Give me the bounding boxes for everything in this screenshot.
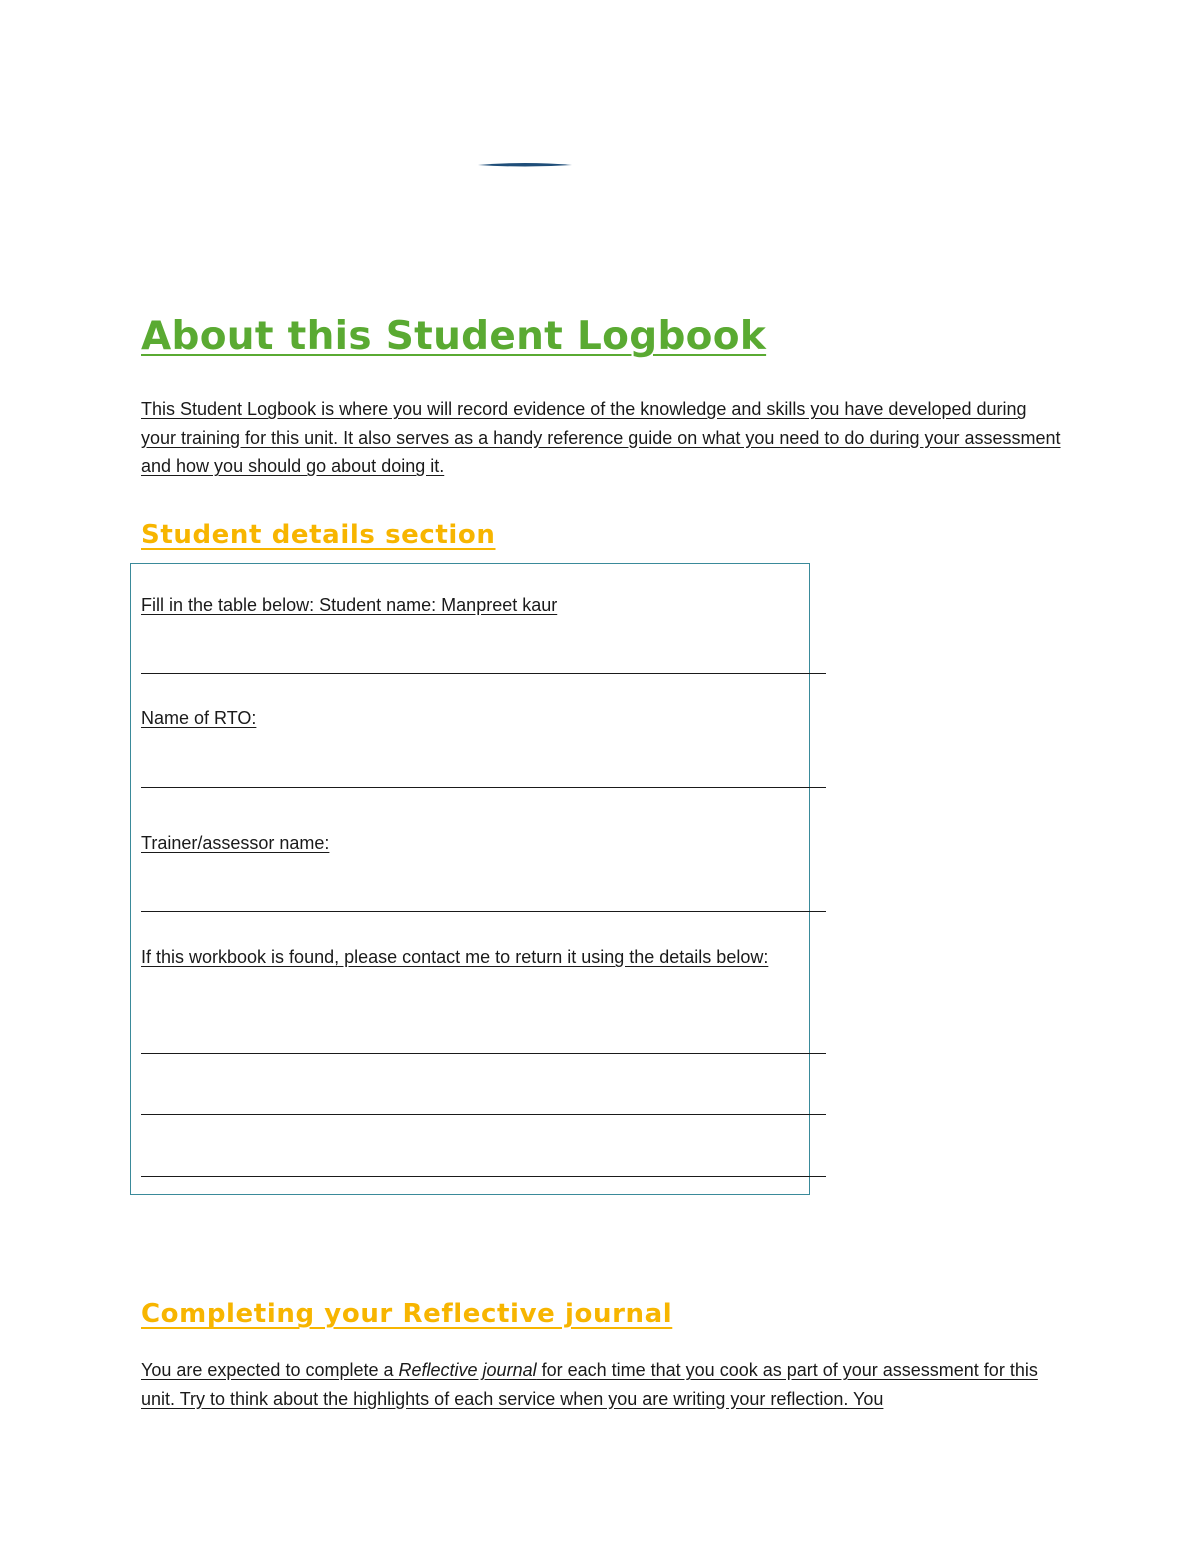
student-name-label: Fill in the table below: Student name: Manpreet kaur [141,595,558,615]
reflective-journal-paragraph: You are expected to complete a Reflective journal for each time that you cook as part of your assessment for this unit. Try to think about the highlights of each service when you are writing your reflection. You [141,1360,1038,1409]
rto-name-label: Name of RTO: [141,708,257,728]
student-name-line[interactable] [141,673,826,674]
trainer-name-line[interactable] [141,911,826,912]
reflective-journal-heading: Completing your Reflective journal [141,1299,673,1329]
page-title: About this Student Logbook [141,314,767,359]
trainer-name-label: Trainer/assessor name: [141,833,330,853]
student-details-heading: Student details section [141,520,496,550]
contact-line-2[interactable] [141,1114,826,1115]
rto-name-line[interactable] [141,787,826,788]
contact-line-3[interactable] [141,1176,826,1177]
return-contact-label: If this workbook is found, please contact me to return it using the details below: [141,947,769,967]
contact-line-1[interactable] [141,1053,826,1054]
logo-mark [478,162,572,168]
student-details-box [130,563,810,1195]
intro-paragraph: This Student Logbook is where you will record evidence of the knowledge and skills you have developed during your training for this unit. It also serves as a handy reference guide on what you need to do during your assessment and how you should go about doing it. [141,399,1061,476]
reflective-journal-term: Reflective journal [398,1360,537,1380]
